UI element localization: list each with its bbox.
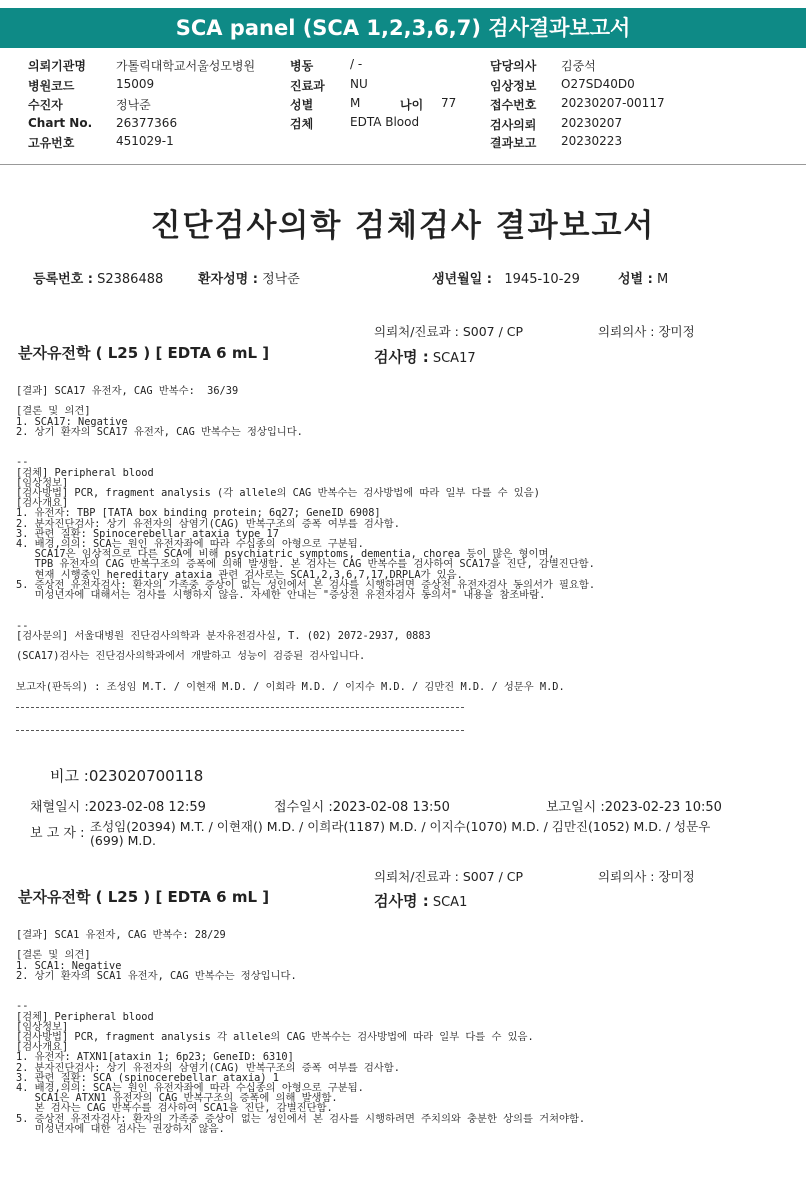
result-line (16, 396, 595, 406)
result-line: [검사문의] 서울대병원 진단검사의학과 분자유전검사실, T. (02) 2072-2937, 0883 (16, 629, 431, 642)
divider (16, 707, 464, 708)
header-value: 26377366 (116, 116, 178, 130)
patient-sex: 성별 : M (618, 272, 669, 287)
reporter-line: 조성임(20394) M.T. / 이현재() M.D. / 이희라(1187) M.D. / 이지수(1070) M.D. / 김만진(1052) M.D. / 성문우 (90, 819, 711, 834)
result-line: 2. 상기 환자의 SCA17 유전자, CAG 반복수는 정상입니다. (16, 425, 303, 438)
header-field: 진료과 (290, 79, 325, 93)
requesting-dept: 의뢰처/진료과 : S007 / CP (374, 869, 524, 884)
result-line: [임상정보] (16, 476, 69, 489)
header-field: 성별 (290, 98, 314, 112)
result-line: [결과] SCA1 유전자, CAG 반복수: 28/29 (16, 929, 226, 941)
result-line: [검사개요] (16, 1041, 69, 1054)
result-line: 4. 배경,의의: SCA는 원인 유전자좌에 따라 수십종의 아형으로 구분됨. (16, 1082, 364, 1095)
result-line: 5. 증상전 유전자검사: 환자의 가족중 증상이 없는 성인에서 본 검사를 시행하려면 증상전 유전자검사 동의서가 필요함. (16, 578, 596, 591)
header-field: 임상정보 (490, 79, 537, 93)
header-value: 김중석 (561, 59, 596, 73)
header-value: 20230207 (561, 116, 623, 130)
result-line: -- (16, 1000, 29, 1013)
header-field: 담당의사 (490, 59, 537, 73)
result-line: 2. 상기 환자의 SCA1 유전자, CAG 반복수는 정상입니다. (16, 969, 297, 982)
divider (16, 730, 464, 731)
result-line: [결과] SCA17 유전자, CAG 반복수: 36/39 (16, 385, 239, 397)
result-line: [임상정보] (16, 1020, 69, 1033)
header-value: EDTA Blood (350, 115, 420, 129)
header-value: 15009 (116, 77, 155, 91)
header-value: 77 (441, 96, 457, 110)
result-line: 본 검사는 CAG 반복수를 검사하여 SCA1을 진단, 감별진단함. (16, 1102, 333, 1115)
header-field: 결과보고 (490, 136, 537, 150)
result-line (16, 940, 585, 950)
result-line: 현재 시행중인 hereditary ataxia 관련 검사로는 SCA1,2,3,6,7,17,DRPLA가 있음. (16, 568, 463, 581)
result-line: (SCA17)검사는 진단검사의학과에서 개발하고 성능이 검증된 검사입니다. (16, 650, 366, 663)
registration-number: 등록번호 : S2386488 (33, 272, 164, 287)
result-line: 1. 유전자: ATXN1[ataxin 1; 6p23; GeneID: 6310] (16, 1051, 294, 1064)
header-value: 20230207-00117 (561, 96, 665, 110)
header-value: 정낙준 (116, 98, 151, 112)
result-line (16, 991, 585, 1001)
header-field: 검사의뢰 (490, 118, 537, 132)
header-field: Chart No. (28, 116, 93, 130)
report-header-title: SCA panel (SCA 1,2,3,6,7) 검사결과보고서 (0, 8, 806, 48)
report-body (0, 170, 806, 1190)
result-line: -- (16, 456, 29, 469)
result-line: [검사방법] PCR, fragment analysis 각 allele의 CAG 반복수는 검사방법에 따라 일부 다를 수 있음. (16, 1031, 534, 1044)
header-field: 병동 (290, 59, 314, 73)
collection-time: 채혈일시 :2023-02-08 12:59 (30, 800, 206, 815)
result-line: [검사개요] (16, 497, 69, 510)
result-line: [결론 및 의견] (16, 949, 91, 962)
result-line: SCA1은 ATXN1 유전자의 CAG 반복구조의 증폭에 의해 발생함. (16, 1092, 338, 1105)
result-line: 2. 분자진단검사: 상기 유전자의 삼염기(CAG) 반복구조의 증폭 여부를 검사함. (16, 1061, 400, 1074)
reporter-line: (699) M.D. (90, 833, 156, 848)
report-time: 보고일시 :2023-02-23 10:50 (546, 800, 722, 815)
report-title: 진단검사의학 검체검사 결과보고서 (150, 208, 656, 244)
patient-name: 환자성명 : 정낙준 (198, 272, 300, 287)
header-value: NU (350, 77, 368, 91)
result-line (16, 610, 595, 620)
header-value: O27SD40D0 (561, 77, 635, 91)
result-line: 5. 증상전 유전자검사: 환자의 가족중 증상이 없는 성인에서 본 검사를 시행하려면 주치의와 충분한 상의를 거쳐야함. (16, 1112, 586, 1125)
header-field: 나이 (400, 98, 424, 112)
result-line: SCA17은 임상적으로 다른 SCA에 비해 psychiatric symptoms, dementia, chorea 등이 많은 형이며, (16, 548, 555, 561)
result-line: TPB 유전자의 CAG 반복구조의 증폭에 의해 발생함. 본 검사는 CAG 반복수를 검사하여 SCA17을 진단, 감별진단함. (16, 558, 595, 571)
requesting-doctor: 의뢰의사 : 장미정 (598, 869, 695, 884)
result-line (16, 661, 595, 671)
result-line: [결론 및 의견] (16, 405, 91, 418)
receipt-time: 접수일시 :2023-02-08 13:50 (274, 800, 450, 815)
result-line (16, 600, 595, 610)
test-name: 검사명 : SCA1 (374, 892, 468, 910)
result-line: 미성년자에 대한 검사는 권장하지 않음. (16, 1122, 225, 1135)
remark: 비고 :023020700118 (50, 767, 204, 785)
result-line: -- (16, 619, 29, 632)
patient-header (0, 50, 806, 165)
result-line (16, 981, 585, 991)
header-field: 의뢰기관명 (28, 59, 86, 73)
result-line: 미성년자에 대해서는 검사를 시행하지 않음. 자세한 안내는 "증상전 유전자검사 동의서" 내용을 참조바람. (16, 589, 546, 602)
header-value: M (350, 96, 361, 110)
result-line: 1. SCA17: Negative (16, 415, 128, 428)
result-line: [검체] Peripheral blood (16, 1010, 154, 1023)
section-heading: 분자유전학 ( L25 ) [ EDTA 6 mL ] (18, 344, 270, 362)
result-line: 보고자(판독의) : 조성임 M.T. / 이현재 M.D. / 이희라 M.D. / 이지수 M.D. / 김만진 M.D. / 성문우 M.D. (16, 680, 565, 693)
header-value: 20230223 (561, 134, 623, 148)
requesting-dept: 의뢰처/진료과 : S007 / CP (374, 324, 524, 339)
result-line: 3. 관련 질환: SCA (spinocerebellar ataxia) 1 (16, 1071, 279, 1084)
requesting-doctor: 의뢰의사 : 장미정 (598, 324, 695, 339)
section-heading: 분자유전학 ( L25 ) [ EDTA 6 mL ] (18, 888, 270, 906)
header-value: 451029-1 (116, 134, 174, 148)
birth-date: 생년월일 : 1945-10-29 (432, 272, 580, 287)
result-line: 3. 관련 질환: Spinocerebellar ataxia type 17 (16, 527, 279, 540)
header-field: 병원코드 (28, 79, 75, 93)
header-value: / - (350, 57, 363, 71)
header-field: 검체 (290, 117, 314, 131)
header-field: 수진자 (28, 98, 63, 112)
result-line: 4. 배경,의의: SCA는 원인 유전자좌에 따라 수십종의 아형으로 구분됨. (16, 538, 364, 551)
result-line: 1. 유전자: TBP [TATA box binding protein; 6q27; GeneID 6908] (16, 507, 381, 520)
header-field: 고유번호 (28, 136, 75, 150)
header-field: 접수번호 (490, 98, 537, 112)
result-line: 1. SCA1: Negative (16, 959, 122, 972)
result-line (16, 447, 595, 457)
reporter-label: 보 고 자 : (30, 826, 85, 841)
test-name: 검사명 : SCA17 (374, 348, 476, 366)
result-text-sca1 (16, 930, 585, 1134)
result-line (16, 437, 595, 447)
header-value: 가톨릭대학교서울성모병원 (116, 59, 256, 73)
result-line: 2. 분자진단검사: 상기 유전자의 삼염기(CAG) 반복구조의 증폭 여부를 검사함. (16, 517, 400, 530)
result-line: [검사방법] PCR, fragment analysis (각 allele의 CAG 반복수는 검사방법에 따라 일부 다를 수 있음) (16, 487, 540, 500)
result-line: [검체] Peripheral blood (16, 466, 154, 479)
result-text-sca17 (16, 386, 595, 692)
